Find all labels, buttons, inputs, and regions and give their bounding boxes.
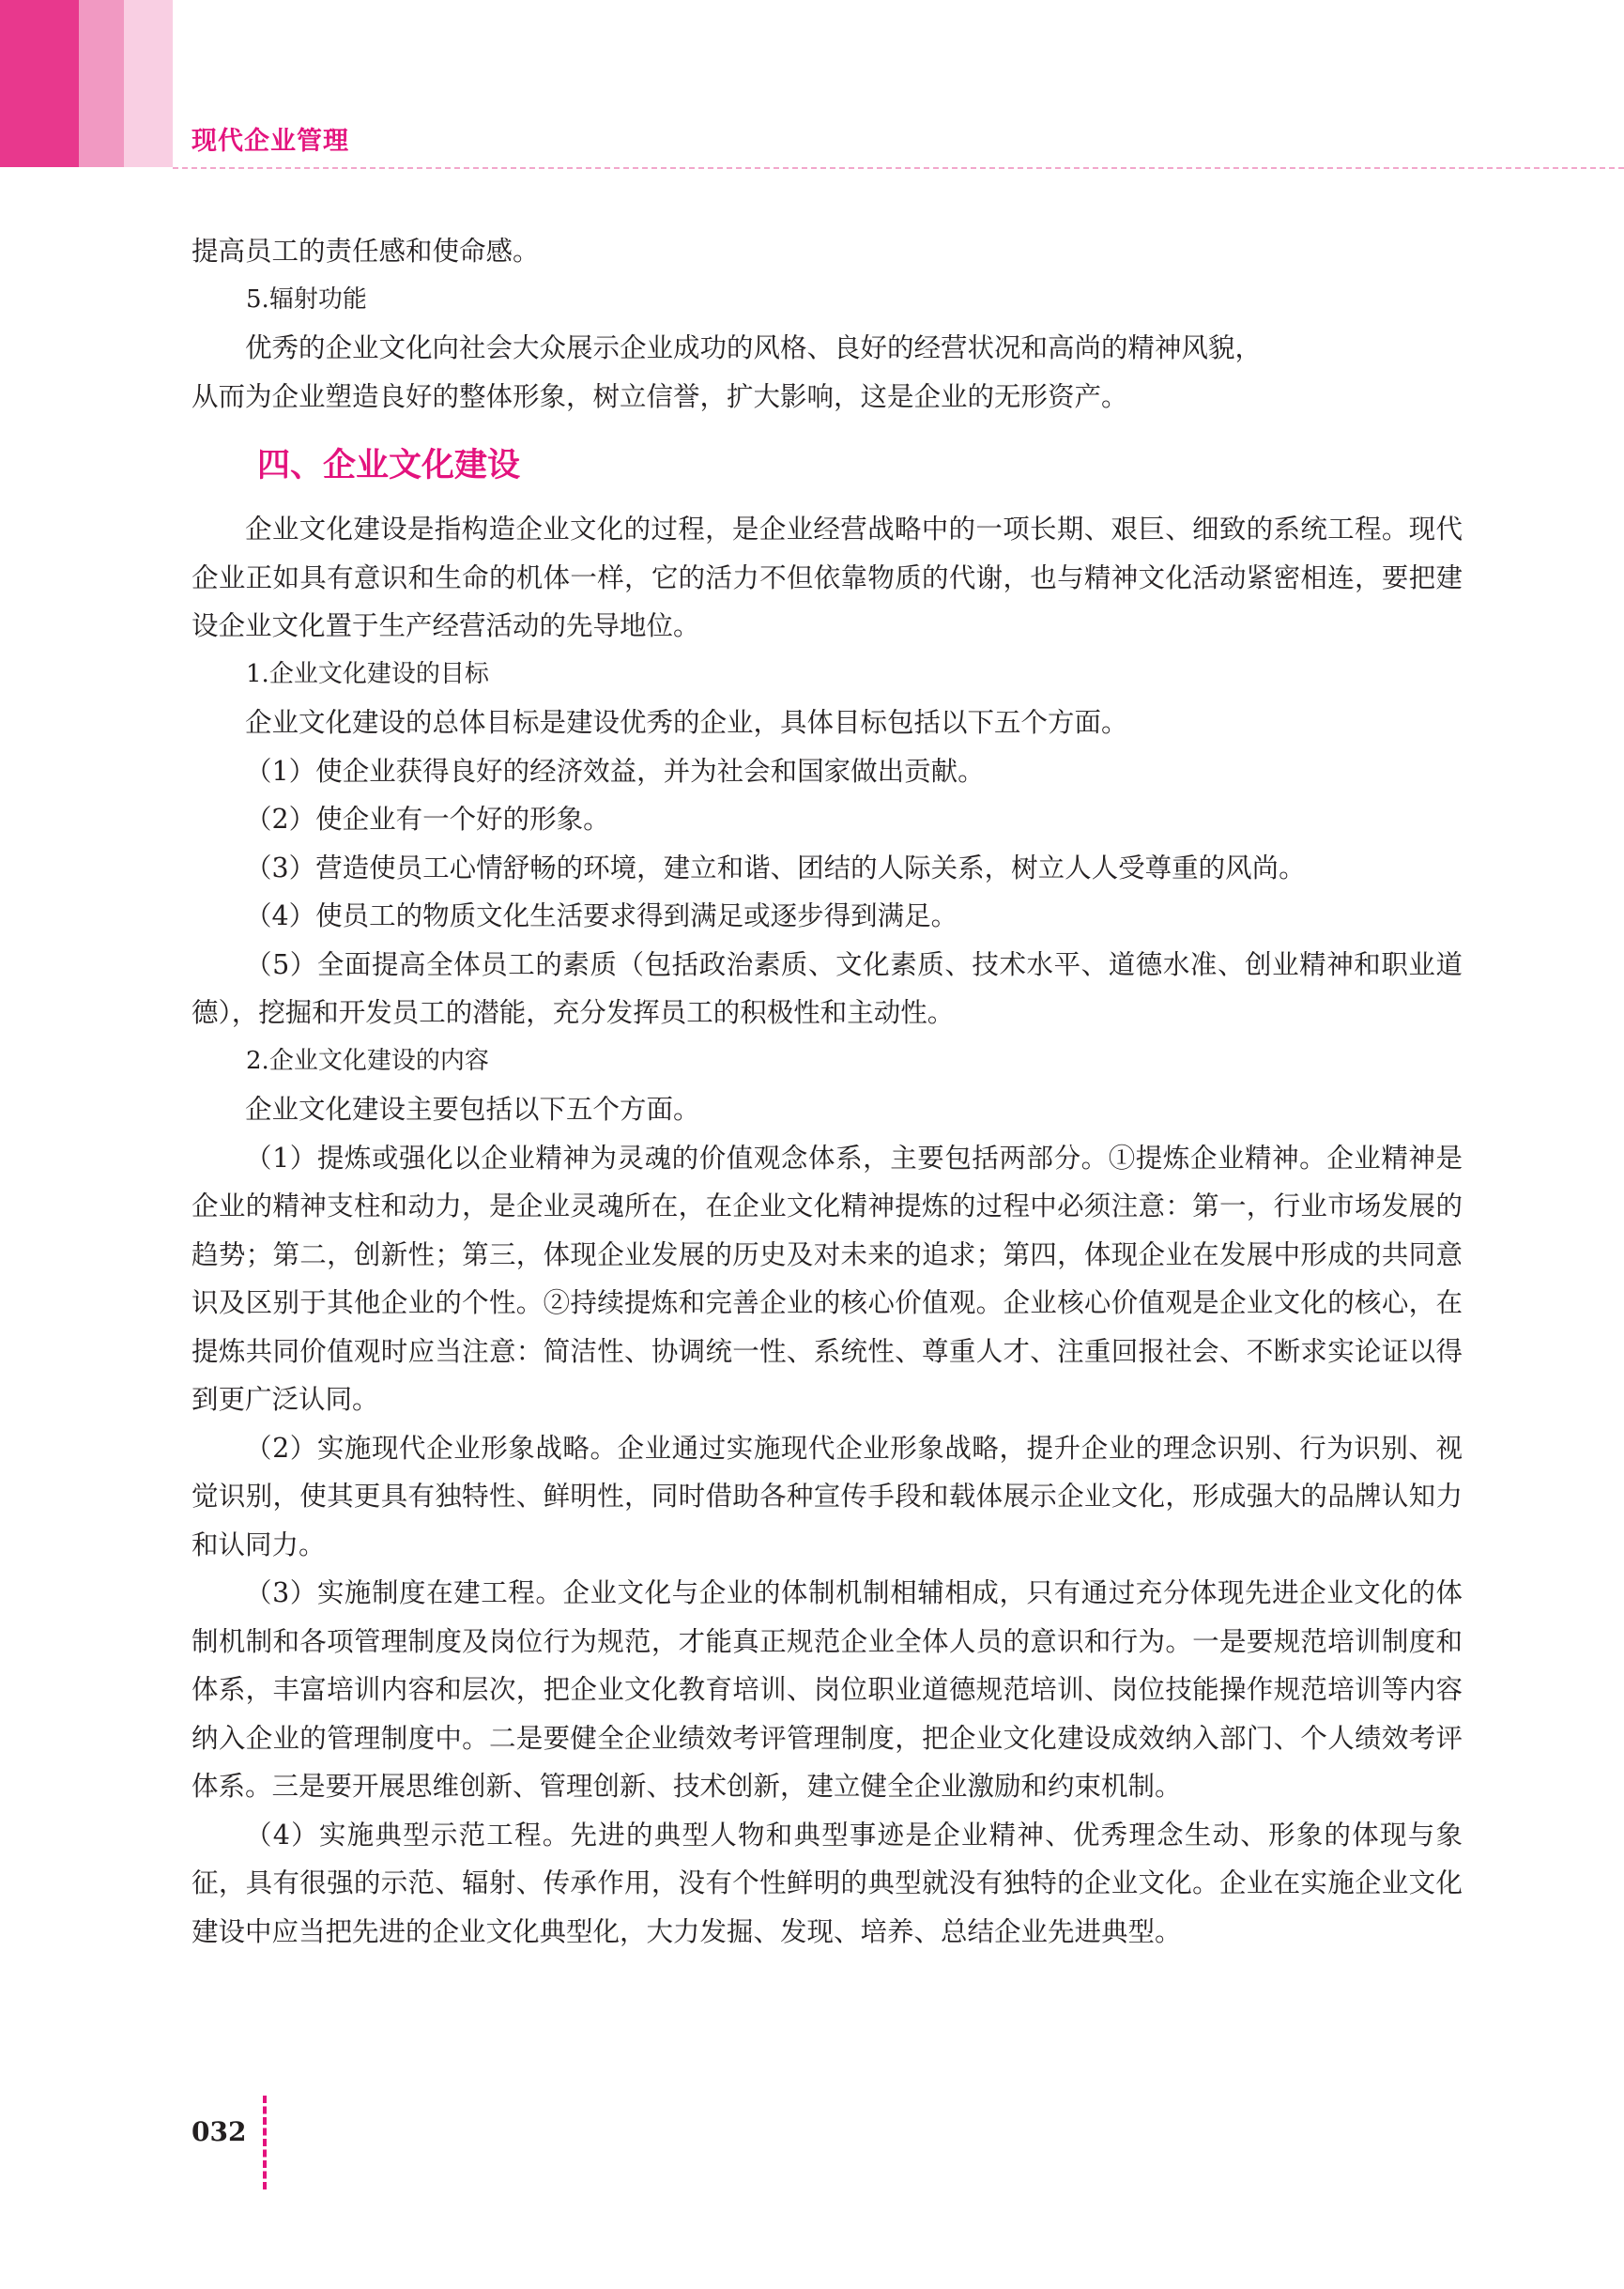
subheading-radiation: [192, 276, 1463, 325]
page-body: [192, 227, 1463, 1956]
list-item: （3）实施制度在建工程。企业文化与企业的体制机制相辅相成，只有通过充分体现先进企业文化的体制机制和各项管理制度及岗位行为规范，才能真正规范企业全体人员的意识和行为。一是要规范培训制度和体系，丰富培训内容和层次，把企业文化教育培训、岗位职业道德规范培训、岗位技能操作规范培训等内容纳入企业的管理制度中。二是要健全企业绩效考评管理制度，把企业文化建设成效纳入部门、个人绩效考评体系。三是要开展思维创新、管理创新、技术创新，建立健全企业激励和约束机制。: [192, 1577, 1463, 1802]
list-item: （1）使企业获得良好的经济效益，并为社会和国家做出贡献。: [245, 755, 985, 787]
subheading-content: [192, 1037, 1463, 1086]
list-item: （4）使员工的物质文化生活要求得到满足或逐步得到满足。: [245, 900, 958, 931]
subheading-label: 企业文化建设的目标: [268, 659, 489, 688]
subheading-number: 2.: [246, 1046, 269, 1075]
subheading-label: 辐射功能: [268, 284, 367, 314]
subheading-number: 1.: [246, 659, 269, 688]
subheading-goal: [192, 651, 1463, 699]
subheading-number: 5.: [246, 284, 269, 314]
header-color-tab-light: [124, 0, 173, 167]
page-number: 032: [192, 2116, 247, 2147]
header-color-tab-dark: [0, 0, 79, 167]
list-item: （4）实施典型示范工程。先进的典型人物和典型事迹是企业精神、优秀理念生动、形象的体现与象征，具有很强的示范、辐射、传承作用，没有个性鲜明的典型就没有独特的企业文化。企业在实施企业文化建设中应当把先进的企业文化典型化，大力发掘、发现、培养、总结企业先进典型。: [192, 1819, 1463, 1947]
list-item: （2）实施现代企业形象战略。企业通过实施现代企业形象战略，提升企业的理念识别、行为识别、视觉识别，使其更具有独特性、鲜明性，同时借助各种宣传手段和载体展示企业文化，形成强大的品牌认知力和认同力。: [192, 1432, 1463, 1560]
header-color-tab-medium: [79, 0, 124, 167]
list-item: （2）使企业有一个好的形象。: [245, 804, 610, 835]
section-title: 四、企业文化建设: [257, 447, 521, 484]
header-divider: [173, 167, 1624, 169]
paragraph: 提高员工的责任感和使命感。: [192, 236, 540, 267]
running-header-title: 现代企业管理: [192, 127, 349, 156]
subheading-label: 企业文化建设的内容: [268, 1046, 489, 1075]
list-item: （1）提炼或强化以企业精神为灵魂的价值观念体系，主要包括两部分。①提炼企业精神。企业精神是企业的精神支柱和动力，是企业灵魂所在，在企业文化精神提炼的过程中必须注意：第一，行业市场发展的趋势；第二，创新性；第三，体现企业发展的历史及对未来的追求；第四，体现企业在发展中形成的共同意识及区别于其他企业的个性。②持续提炼和完善企业的核心价值观。企业核心价值观是企业文化的核心，在提炼共同价值观时应当注意：简洁性、协调统一性、系统性、尊重人才、注重回报社会、不断求实论证以得到更广泛认同。: [192, 1142, 1463, 1415]
paragraph-continuation: 从而为企业塑造良好的整体形象，树立信誉，扩大影响，这是企业的无形资产。: [192, 380, 1128, 412]
paragraph: 企业文化建设是指构造企业文化的过程，是企业经营战略中的一项长期、艰巨、细致的系统工程。现代企业正如具有意识和生命的机体一样，它的活力不但依靠物质的代谢，也与精神文化活动紧密相连，要把建设企业文化置于生产经营活动的先导地位。: [192, 514, 1463, 641]
list-item: （5）全面提高全体员工的素质（包括政治素质、文化素质、技术水平、道德水准、创业精神和职业道德），挖掘和开发员工的潜能，充分发挥员工的积极性和主动性。: [192, 948, 1463, 1028]
paragraph: 企业文化建设主要包括以下五个方面。: [245, 1094, 700, 1125]
list-item: （3）营造使员工心情舒畅的环境，建立和谐、团结的人际关系，树立人人受尊重的风尚。: [245, 852, 1306, 883]
paragraph: 优秀的企业文化向社会大众展示企业成功的风格、良好的经营状况和高尚的精神风貌，: [245, 332, 1263, 363]
footer-divider: [263, 2096, 267, 2189]
paragraph: 企业文化建设的总体目标是建设优秀的企业，具体目标包括以下五个方面。: [245, 707, 1128, 738]
